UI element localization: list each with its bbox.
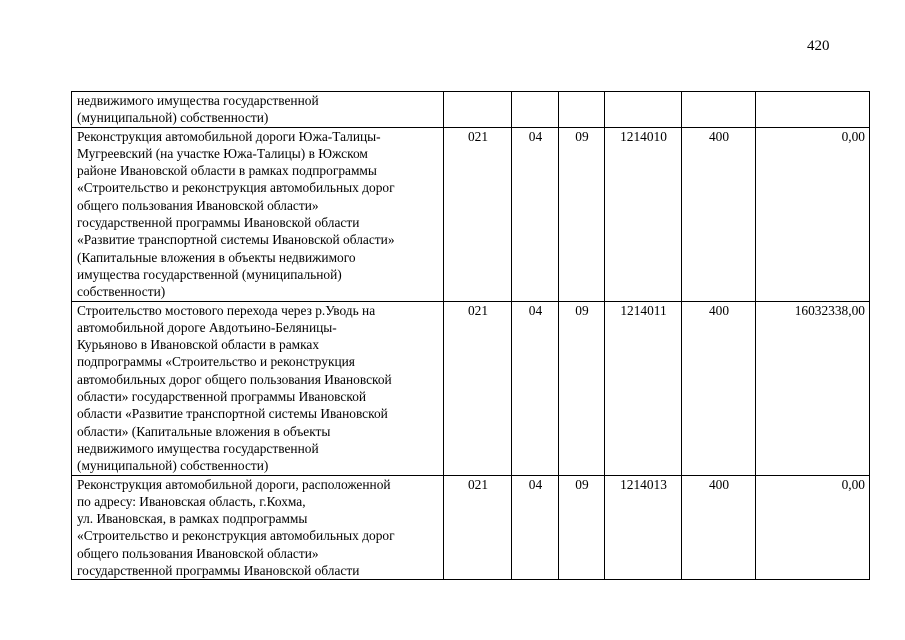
section-cell: 04 (512, 301, 559, 475)
ved-cell (444, 92, 512, 128)
target-article-cell (605, 92, 682, 128)
target-article-cell: 1214011 (605, 301, 682, 475)
sum-cell: 0,00 (756, 475, 870, 580)
table-row (72, 475, 870, 580)
budget-table (71, 91, 870, 580)
row-name-text: Реконструкция автомобильной дороги, расположенной по адресу: Ивановская область, г.Кохма, ул. Ивановская, в рамках подпрограммы «Строительство и реконструкция автомобильных дорог общего пользования Ивановской области» государственной программы Ивановской области (77, 476, 395, 579)
subsection-cell: 09 (559, 301, 605, 475)
target-article-cell: 1214013 (605, 475, 682, 580)
page-number: 420 (807, 38, 830, 54)
expense-type-cell: 400 (682, 475, 756, 580)
row-name-text: Строительство мостового перехода через р.Уводь на автомобильной дороге Авдотьино-Беляницы- Курьяново в Ивановской области в рамках подпрограммы «Строительство и реконструкция автомобильных дорог общего пользования Ивановской области» государственной программы Ивановской области «Развитие транспортной системы Ивановской области» (Капитальные вложения в объекты недвижимого имущества государственной (муниципальной) собственности) (77, 302, 392, 474)
ved-cell: 021 (444, 475, 512, 580)
section-cell: 04 (512, 475, 559, 580)
row-name-text: Реконструкция автомобильной дороги Южа-Талицы- Мугреевский (на участке Южа-Талицы) в Южском районе Ивановской области в рамках подпрограммы «Строительство и реконструкция автомобильных дорог общего пользования Ивановской области» государственной программы Ивановской области «Развитие транспортной системы Ивановской области» (Капитальные вложения в объекты недвижимого имущества государственной (муниципальной) собственности) (77, 128, 395, 300)
target-article-cell: 1214010 (605, 127, 682, 301)
expense-type-cell: 400 (682, 301, 756, 475)
subsection-cell: 09 (559, 127, 605, 301)
section-cell: 04 (512, 127, 559, 301)
expense-type-cell (682, 92, 756, 128)
table-row (72, 301, 870, 475)
table-row (72, 92, 870, 128)
subsection-cell: 09 (559, 475, 605, 580)
row-name-cell (72, 301, 444, 475)
row-name-cell (72, 475, 444, 580)
section-cell (512, 92, 559, 128)
expense-type-cell: 400 (682, 127, 756, 301)
row-name-cell (72, 127, 444, 301)
sum-cell: 16032338,00 (756, 301, 870, 475)
sum-cell (756, 92, 870, 128)
table-row (72, 127, 870, 301)
row-name-cell (72, 92, 444, 128)
subsection-cell (559, 92, 605, 128)
ved-cell: 021 (444, 127, 512, 301)
ved-cell: 021 (444, 301, 512, 475)
sum-cell: 0,00 (756, 127, 870, 301)
row-name-text: недвижимого имущества государственной (муниципальной) собственности) (77, 93, 319, 126)
